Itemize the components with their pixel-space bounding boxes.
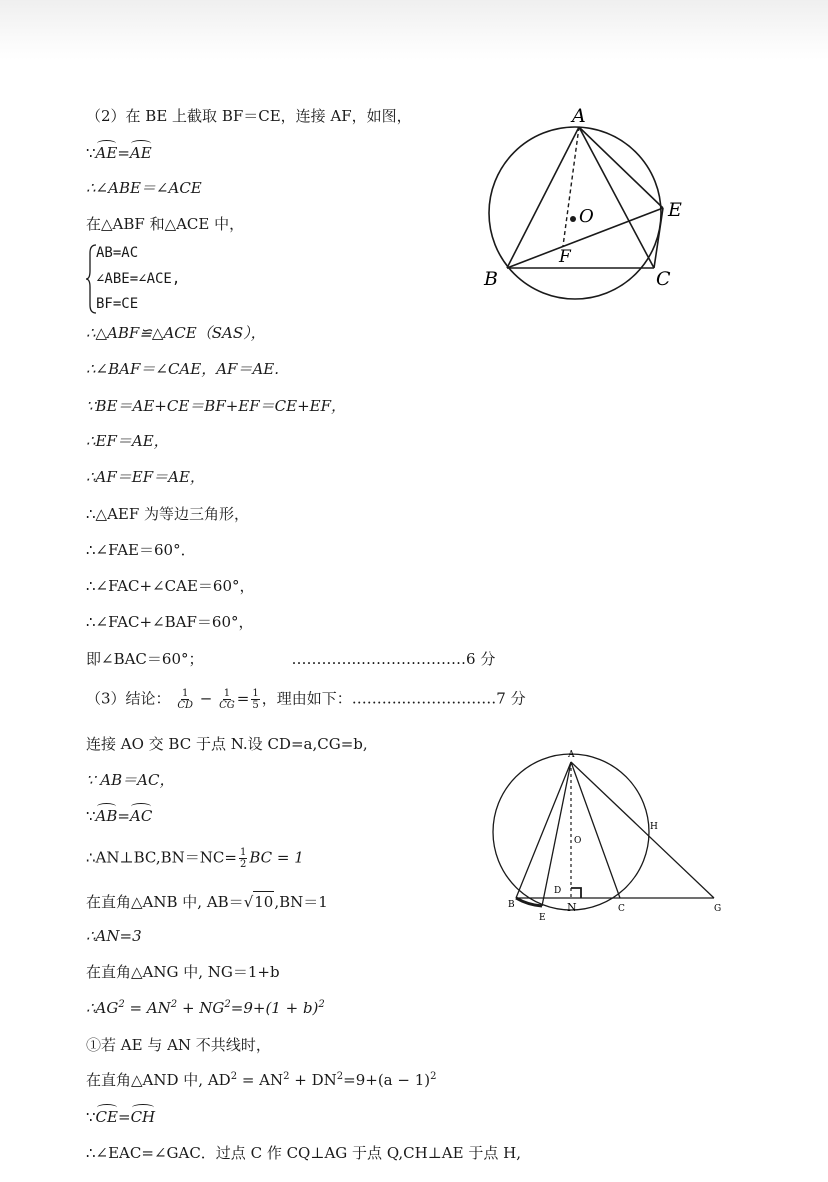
perpendicular-text: ∴AN⊥BC,BN＝NC= — [86, 848, 237, 867]
label-b: B — [508, 900, 515, 910]
text-line: 在△ABF 和△ACE 中， — [86, 215, 245, 233]
fraction-half: $\frac{1}{2}$ — [239, 847, 247, 870]
text-line: ∵ AB＝AC， — [86, 771, 175, 789]
reason-text: ，理由如下：………..………………7 分 — [261, 689, 526, 708]
fraction-1-5: $\frac{1}{5}$ — [252, 688, 259, 711]
text-line: 在直角△AND 中, $AD^2 = AN^2 + DN^2=9+(a - 1)^2$ — [86, 1071, 437, 1089]
arc-ce: CE — [95, 1108, 118, 1126]
text-line — [86, 847, 304, 870]
geometry-figure-2 — [490, 745, 730, 925]
label-a: A — [572, 105, 586, 127]
text-line: ∴△AEF 为等边三角形， — [86, 505, 250, 523]
label-e: E — [539, 913, 546, 923]
fraction-1-cg: $\frac{1}{CG}$ — [219, 688, 235, 711]
segment-ag — [571, 762, 714, 898]
text-line — [86, 806, 152, 826]
text-line: （2）在 BE 上截取 BF＝CE，连接 AF，如图， — [86, 107, 412, 125]
because-symbol: ∵ — [86, 1108, 96, 1126]
text-line: ∴∠BAF＝∠CAE，AF＝AE. — [86, 360, 279, 378]
label-b: B — [484, 268, 498, 290]
label-g: G — [714, 904, 722, 914]
text-line: ∴△ABF≌△ACE（SAS）， — [86, 324, 266, 342]
text-line: ∴∠FAE＝60°． — [86, 541, 196, 559]
text-line: ∴∠FAC+∠BAF＝60°， — [86, 613, 254, 631]
segment-ec — [654, 208, 663, 268]
sqrt-ten: 10 — [254, 893, 274, 911]
circumcircle — [493, 754, 649, 910]
text-line — [86, 1107, 155, 1127]
label-h: H — [650, 822, 658, 832]
text-line: $\therefore AG^2 = AN^2 + NG^2=9+(1 + b)^2$ — [86, 999, 325, 1017]
conclusion-text: 即∠BAC＝60°； — [86, 650, 204, 668]
bn-equals-one: ,BN＝1 — [274, 893, 328, 911]
minus-sign: − — [199, 689, 213, 708]
text-line: 连接 AO 交 BC 于点 N.设 CD=a,CG=b, — [86, 735, 368, 753]
arc-ab: AB — [95, 807, 118, 825]
label-c: C — [618, 904, 625, 914]
text-line: ∵BE＝AE+CE＝BF+EF＝CE+EF， — [86, 397, 347, 415]
segment-ae — [579, 127, 663, 208]
arc-ac: AC — [129, 807, 153, 825]
label-a: A — [568, 750, 575, 760]
equation-system — [86, 243, 246, 315]
system-eq-3: BF=CE — [96, 296, 139, 312]
segment-ab — [516, 762, 571, 898]
text-line: ∴AF＝EF＝AE， — [86, 468, 205, 486]
label-c: C — [656, 268, 671, 290]
equals-sign: = — [117, 1108, 131, 1126]
segment-ac — [571, 762, 620, 898]
arc-ch: CH — [130, 1108, 156, 1126]
text-line: ①若 AE 与 AN 不共线时， — [86, 1036, 271, 1054]
circumcircle — [489, 127, 661, 299]
text-line — [86, 649, 495, 669]
fraction-1-cd: $\frac{1}{CD}$ — [177, 688, 193, 711]
equals-sign: = — [117, 807, 130, 825]
text-line: ∴∠EAC=∠GAC．过点 C 作 CQ⊥AG 于点 Q,CH⊥AE 于点 H, — [86, 1144, 521, 1162]
center-point-o — [570, 216, 576, 222]
right-triangle-anb-text: 在直角△ANB 中, AB＝ — [86, 893, 244, 911]
text-line: ∴EF＝AE， — [86, 432, 169, 450]
system-eq-1: AB=AC — [96, 245, 139, 261]
equals-sign: = — [117, 144, 130, 162]
conclusion-label: （3）结论： — [86, 689, 171, 708]
segment-ae — [542, 762, 571, 906]
arc-ae: AE — [95, 144, 118, 162]
text-line: 在直角△ANB 中, AB＝√10,BN＝1 — [86, 893, 328, 911]
page-top-shadow — [0, 0, 828, 60]
text-line: ∴∠FAC+∠CAE＝60°， — [86, 577, 255, 595]
text-line: ∴AN=3 — [86, 927, 142, 945]
text-line — [86, 688, 526, 711]
segment-ac — [579, 127, 654, 268]
right-angle-mark — [571, 888, 581, 898]
label-o: O — [579, 206, 594, 227]
because-symbol: ∵ — [86, 807, 96, 825]
equals-sign: = — [236, 689, 250, 708]
system-eq-2: ∠ABE=∠ACE, — [96, 271, 181, 287]
arc-be-highlight — [516, 898, 542, 906]
label-n: N — [567, 901, 577, 914]
text-line: 在直角△ANG 中, NG＝1+b — [86, 963, 280, 981]
text-line: ∴∠ABE＝∠ACE — [86, 179, 202, 197]
label-d: D — [554, 886, 562, 896]
geometry-figure-1 — [470, 100, 700, 320]
text-line — [86, 143, 152, 163]
score-dots: …………..…………………6 分 — [291, 650, 496, 668]
label-o: O — [574, 836, 582, 846]
label-f: F — [559, 247, 571, 267]
label-e: E — [668, 199, 682, 221]
segment-af-dashed — [563, 127, 579, 246]
because-symbol: ∵ — [86, 144, 96, 162]
arc-ae: AE — [129, 144, 152, 162]
bc-equals-one: BC = 1 — [249, 848, 304, 867]
